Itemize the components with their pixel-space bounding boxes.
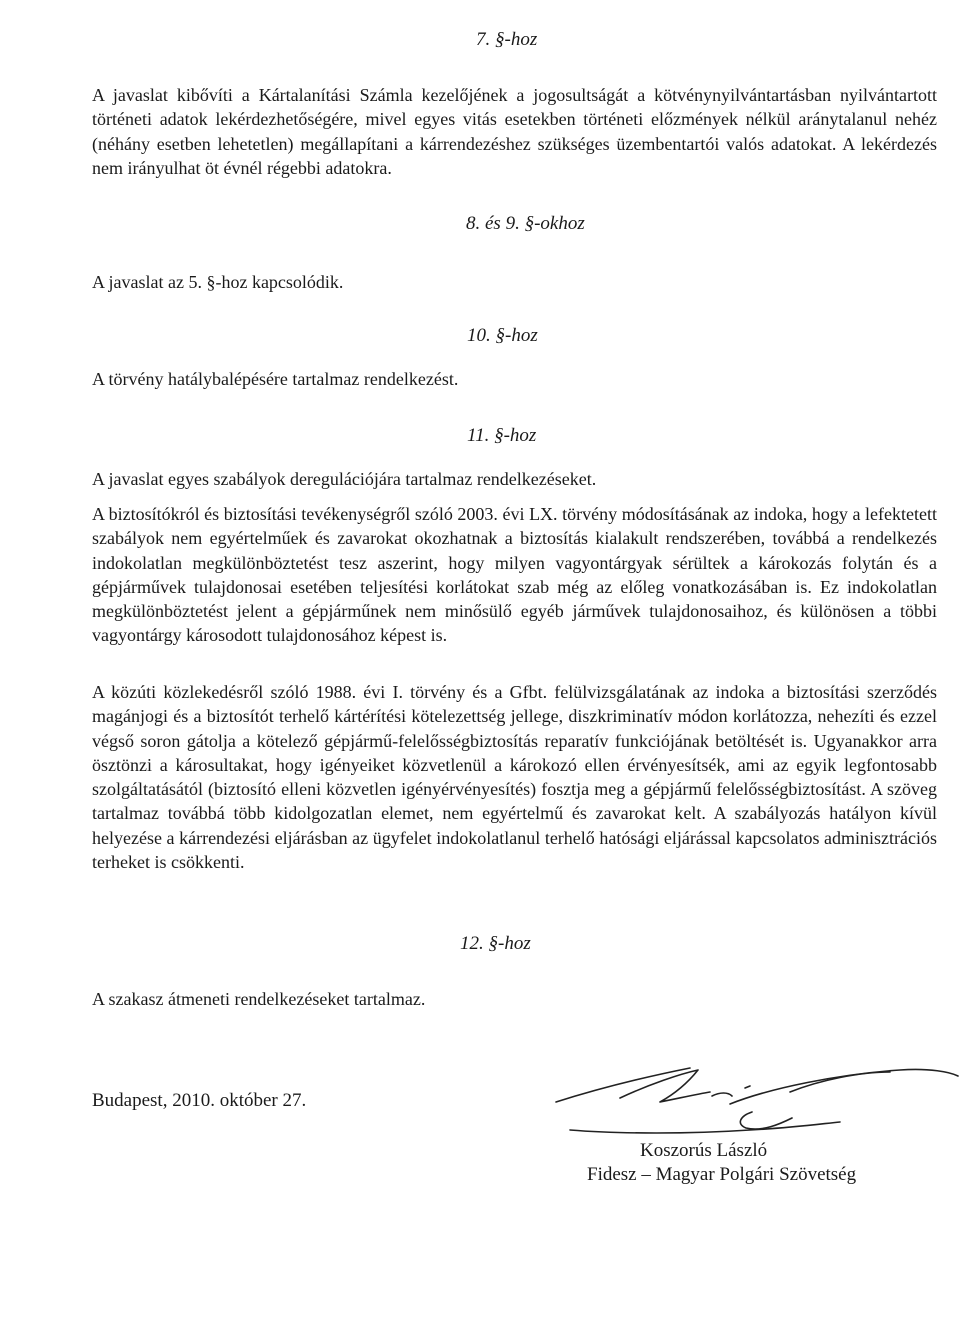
section-11-paragraph-2: A közúti közlekedésről szóló 1988. évi I. törvény és a Gfbt. felülvizsgálatának az indoka a biztosítási szerződés magánjogi és a biztosítót terhelő kártérítési kötelezettség jellege, diszkriminatív módon korlátozza, nehezíti és ezzel végső soron gátolja a kötelező gépjármű-felelősségbiztosítás reparatív funkciójának betöltését is. Ugyanakkor arra ösztönzi a károsultakat, hogy igényeiket közvetlenül a károkozó ellen érvényesítsék, ami az egyik legfontosabb szolgáltatásától (biztosító elleni közvetlen igényérvényesítés) fosztja meg a gépjármű felelősségbiztosítást. A szöveg tartalmaz továbbá több kidolgozatlan elemet, nem egyértelmű és zavarokat kelt. A szabályozás hatályon kívül helyezése a kárrendezési eljárásban az ügyfelet indokolatlanul terhelő hatósági eljárással kapcsolatos adminisztrációs terheket is csökkenti. xyxy=(92,682,937,873)
section-8-9-text: A javaslat az 5. §-hoz kapcsolódik. xyxy=(92,272,344,292)
section-7-heading: 7. §-hoz xyxy=(476,29,538,50)
section-11-paragraph-1: A biztosítókról és biztosítási tevékenységről szóló 2003. évi LX. törvény módosításának az indoka, hogy a lefektetett szabályok nem egyértelműek és zavarokat okozhatnak a biztosítás kialakult rendszerében, továbbá a rendelkezés indokolatlan megkülönböztetést tesz aszerint, hogy milyen vagyontárgyak sérültek a károkozás folytán és a gépjárművek tulajdonosai esetében teljesítési korlátokat szab még az előleg vonatkozásában is. Ez indokolatlan megkülönböztetést jelent a gépjárműnek nem minősülő egyéb járművek tulajdonosaihoz, és különösen a többi vagyontárgy károsodott tulajdonosához képest is. xyxy=(92,504,937,646)
section-10-heading: 10. §-hoz xyxy=(467,325,538,346)
handwritten-signature xyxy=(540,1058,960,1138)
signer-name: Koszorús László xyxy=(640,1140,768,1161)
section-10-text: A törvény hatálybalépésére tartalmaz rendelkezést. xyxy=(92,369,459,389)
section-8-9-heading: 8. és 9. §-okhoz xyxy=(466,213,585,234)
signer-party: Fidesz – Magyar Polgári Szövetség xyxy=(587,1164,857,1185)
section-12-heading: 12. §-hoz xyxy=(460,933,531,954)
section-11-intro: A javaslat egyes szabályok deregulációjára tartalmaz rendelkezéseket. xyxy=(92,469,597,489)
section-7-text: A javaslat kibővíti a Kártalanítási Számla kezelőjének a jogosultságát a kötvénynyilvántartásban nyilvántartott történeti adatok lekérdezhetőségére, mivel egyes vitás esetekben történeti előzmények nélkül aránytalanul nehéz (néhány esetben lehetetlen) megállapítani a kárrendezéshez szükséges üzembentartói valós adatokat. A lekérdezés nem irányulhat öt évnél régebbi adatokra. xyxy=(92,85,937,178)
section-11-heading: 11. §-hoz xyxy=(467,425,537,446)
place-date: Budapest, 2010. október 27. xyxy=(92,1090,307,1111)
section-12-text: A szakasz átmeneti rendelkezéseket tartalmaz. xyxy=(92,989,426,1009)
